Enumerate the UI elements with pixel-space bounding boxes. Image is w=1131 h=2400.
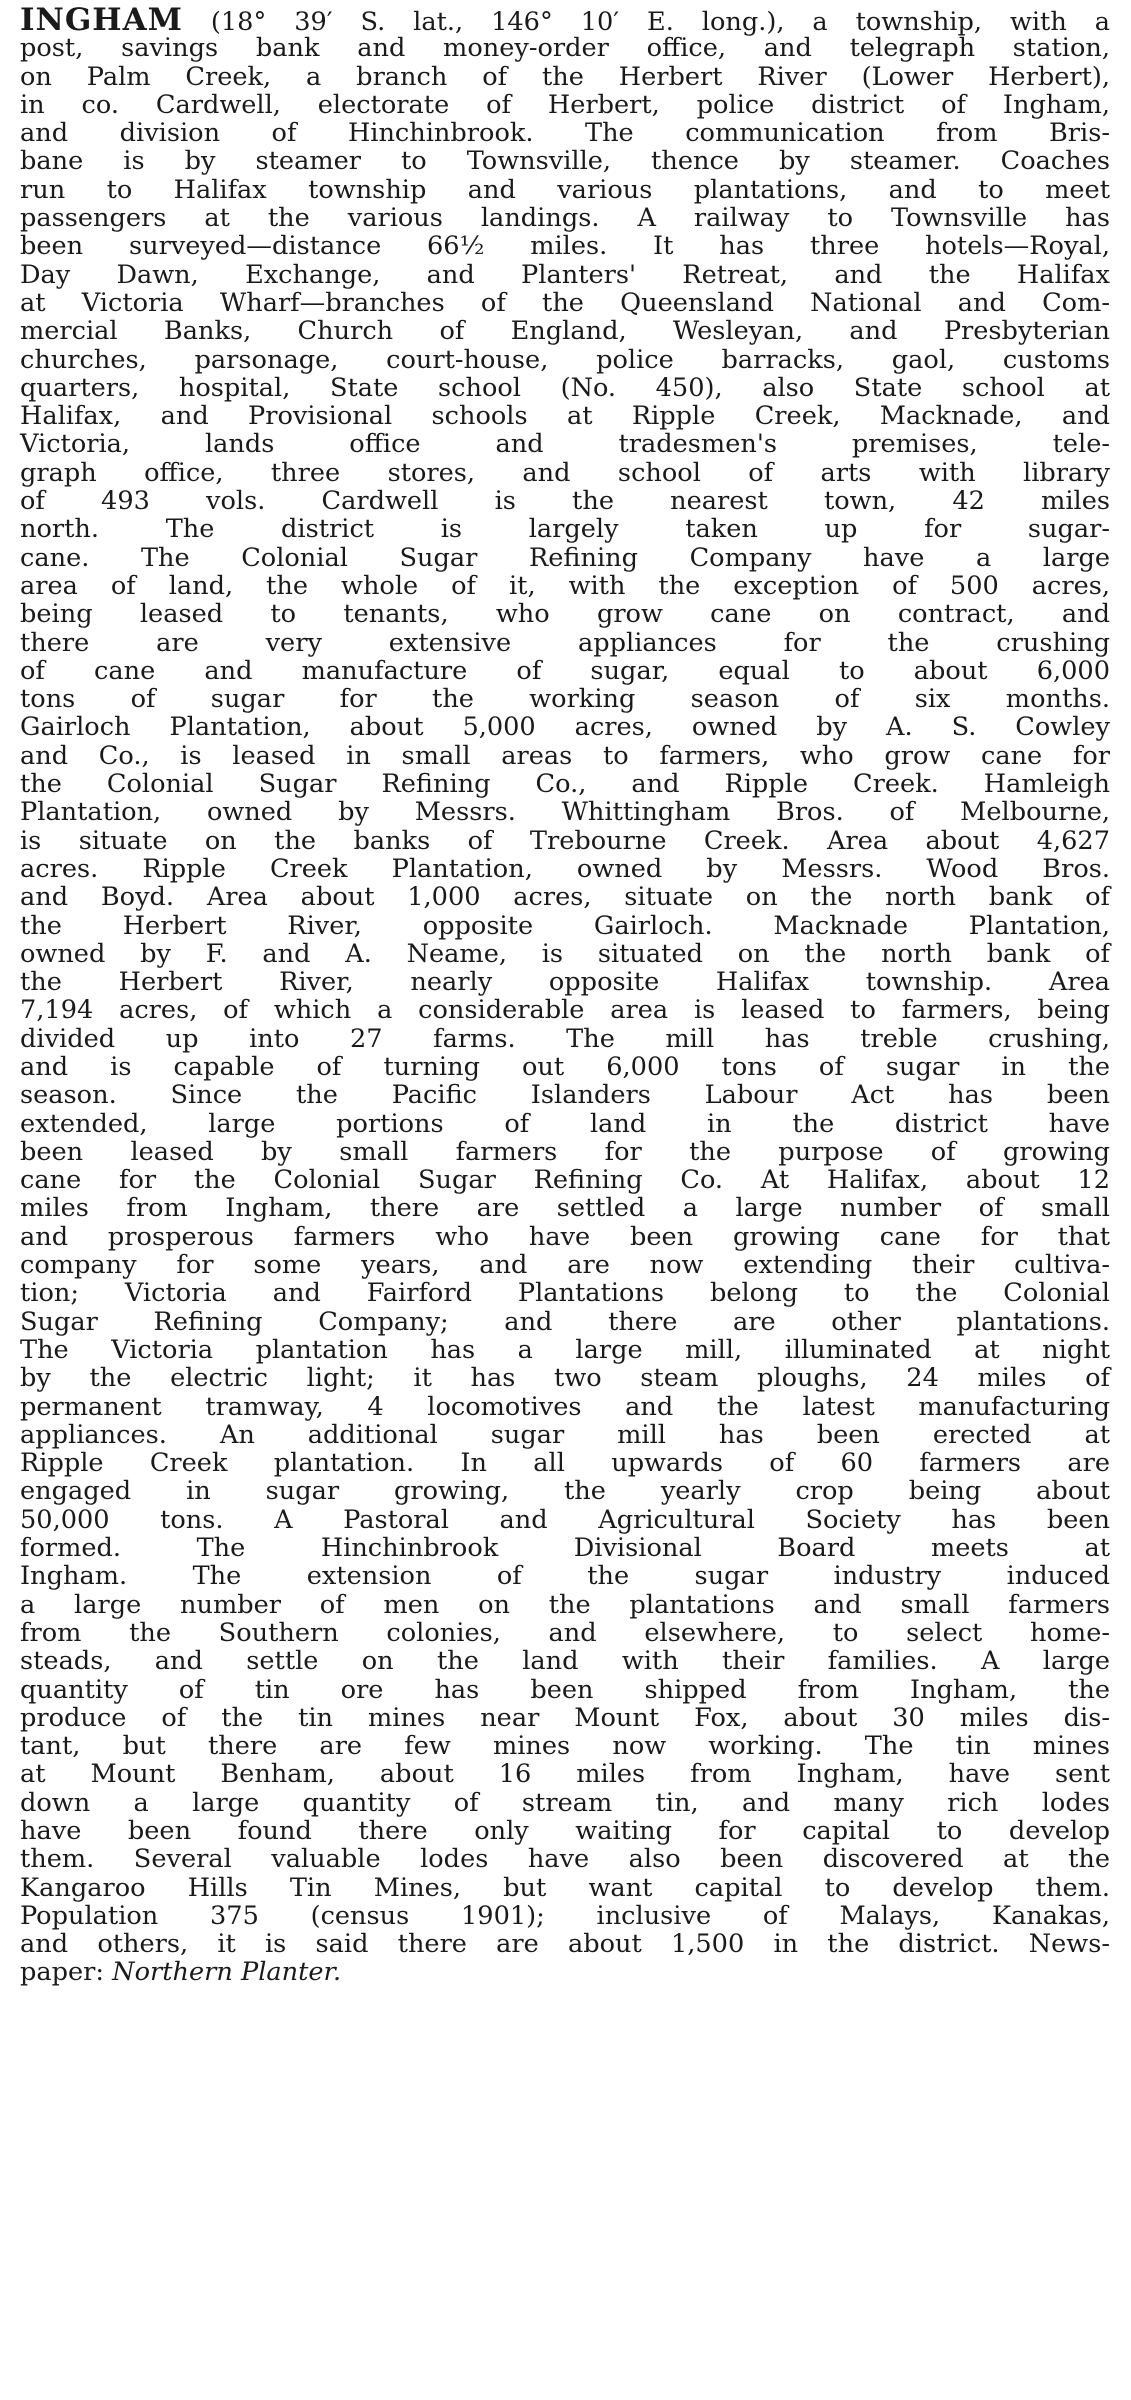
entry-line: and is capable of turning out 6,000 tons of sugar in the	[20, 1051, 1110, 1082]
entry-line: of 493 vols. Cardwell is the nearest town, 42 miles	[20, 486, 1110, 517]
entry-line: churches, parsonage, court-house, police barracks, gaol, customs	[20, 344, 1110, 375]
entry-line: the Herbert River, opposite Gairloch. Macknade Plantation,	[20, 910, 1110, 941]
entry-line: quarters, hospital, State school (No. 450), also State school at	[20, 372, 1110, 403]
entry-line: at Mount Benham, about 16 miles from Ingham, have sent	[20, 1759, 1110, 1790]
entry-line: and prosperous farmers who have been growing cane for that	[20, 1221, 1110, 1252]
entry-line: Halifax, and Provisional schools at Ripple Creek, Macknade, and	[20, 401, 1110, 432]
entry-line: graph office, three stores, and school of arts with library	[20, 457, 1110, 488]
final-line-prefix: paper:	[20, 1957, 113, 1988]
entry-line: 7,194 acres, of which a considerable area is leased to farmers, being	[20, 995, 1110, 1026]
newspaper-title: Northern Planter.	[112, 1957, 342, 1988]
entry-line: season. Since the Pacific Islanders Labour Act has been	[20, 1080, 1110, 1111]
entry-line: being leased to tenants, who grow cane on contract, and	[20, 599, 1110, 630]
entry-line: tion; Victoria and Fairford Plantations belong to the Colonial	[20, 1278, 1110, 1309]
entry-line: have been found there only waiting for capital to develop	[20, 1816, 1110, 1846]
entry-line: by the electric light; it has two steam ploughs, 24 miles of	[20, 1363, 1110, 1394]
entry-line: of cane and manufacture of sugar, equal to about 6,000	[20, 655, 1110, 686]
entry-line: the Colonial Sugar Refining Co., and Ripple Creek. Hamleigh	[20, 769, 1110, 800]
entry-line: Kangaroo Hills Tin Mines, but want capital to develop them.	[20, 1872, 1110, 1903]
headword: INGHAM	[20, 2, 183, 38]
entry-line: acres. Ripple Creek Plantation, owned by Messrs. Wood Bros.	[20, 853, 1110, 884]
entry-line: company for some years, and are now extending their cultiva-	[20, 1250, 1110, 1281]
entry-line: is situate on the banks of Trebourne Creek. Area about 4,627	[20, 825, 1110, 856]
entry-line: (18° 39′ S. lat., 146° 10′ E. long.), a township, with a	[210, 7, 1110, 37]
gazetteer-entry	[20, 2, 1110, 1988]
entry-line: Ingham. The extension of the sugar industry induced	[20, 1561, 1110, 1592]
entry-line: Sugar Refining Company; and there are other plantations.	[20, 1306, 1110, 1337]
entry-line: engaged in sugar growing, the yearly crop being about	[20, 1476, 1110, 1507]
entry-line: from the Southern colonies, and elsewhere, to select home-	[20, 1617, 1110, 1648]
entry-line: formed. The Hinchinbrook Divisional Board meets at	[20, 1533, 1110, 1564]
entry-line: them. Several valuable lodes have also been discovered at the	[20, 1844, 1110, 1875]
entry-line: and Boyd. Area about 1,000 acres, situate on the north bank of	[20, 882, 1110, 913]
entry-line: and division of Hinchinbrook. The communication from Bris-	[20, 118, 1110, 149]
entry-line: and Co., is leased in small areas to farmers, who grow cane for	[20, 740, 1110, 771]
entry-line: owned by F. and A. Neame, is situated on the north bank of	[20, 938, 1110, 969]
entry-line: at Victoria Wharf—branches of the Queensland National and Com-	[20, 287, 1110, 318]
entry-line: Population 375 (census 1901); inclusive of Malays, Kanakas,	[20, 1900, 1110, 1931]
entry-line: there are very extensive appliances for the crushing	[20, 627, 1110, 658]
entry-line: run to Halifax township and various plantations, and to meet	[20, 174, 1110, 205]
entry-line: Ripple Creek plantation. In all upwards of 60 farmers are	[20, 1448, 1110, 1479]
entry-line: a large number of men on the plantations and small farmers	[20, 1589, 1110, 1620]
entry-line: down a large quantity of stream tin, and many rich lodes	[20, 1787, 1110, 1818]
entry-line: appliances. An additional sugar mill has been erected at	[20, 1419, 1110, 1450]
entry-line: cane for the Colonial Sugar Refining Co. At Halifax, about 12	[20, 1165, 1110, 1196]
entry-line: post, savings bank and money-order office, and telegraph station,	[20, 33, 1110, 64]
entry-line: tant, but there are few mines now working. The tin mines	[20, 1731, 1110, 1762]
entry-line: been leased by small farmers for the purpose of growing	[20, 1136, 1110, 1167]
entry-line: bane is by steamer to Townsville, thence by steamer. Coaches	[20, 146, 1110, 177]
entry-line: mercial Banks, Church of England, Wesleyan, and Presbyterian	[20, 316, 1110, 347]
entry-line: quantity of tin ore has been shipped from Ingham, the	[20, 1674, 1110, 1705]
entry-line: steads, and settle on the land with their families. A large	[20, 1646, 1110, 1677]
entry-line: north. The district is largely taken up for sugar-	[20, 514, 1110, 545]
entry-line-final	[20, 1958, 1110, 1986]
entry-line: produce of the tin mines near Mount Fox, about 30 miles dis-	[20, 1702, 1110, 1733]
entry-line: The Victoria plantation has a large mill, illuminated at night	[20, 1334, 1110, 1365]
entry-line: Gairloch Plantation, about 5,000 acres, owned by A. S. Cowley	[20, 712, 1110, 743]
entry-line: tons of sugar for the working season of six months.	[20, 684, 1110, 715]
entry-line: Plantation, owned by Messrs. Whittingham Bros. of Melbourne,	[20, 797, 1110, 828]
entry-line: Victoria, lands office and tradesmen's premises, tele-	[20, 429, 1110, 460]
entry-line: in co. Cardwell, electorate of Herbert, police district of Ingham,	[20, 89, 1110, 120]
entry-line: permanent tramway, 4 locomotives and the latest manufacturing	[20, 1391, 1110, 1422]
entry-line: on Palm Creek, a branch of the Herbert River (Lower Herbert),	[20, 61, 1110, 92]
entry-line: and others, it is said there are about 1,500 in the district. News-	[20, 1929, 1110, 1960]
entry-line: divided up into 27 farms. The mill has treble crushing,	[20, 1023, 1110, 1054]
entry-line-first	[20, 2, 1110, 38]
entry-line: Day Dawn, Exchange, and Planters' Retreat, and the Halifax	[20, 259, 1110, 290]
entry-line: cane. The Colonial Sugar Refining Company have a large	[20, 542, 1110, 573]
entry-line: 50,000 tons. A Pastoral and Agricultural Society has been	[20, 1504, 1110, 1535]
entry-line: been surveyed—distance 66½ miles. It has three hotels—Royal,	[20, 231, 1110, 262]
entry-line: the Herbert River, nearly opposite Halifax township. Area	[20, 967, 1110, 998]
entry-line: extended, large portions of land in the district have	[20, 1108, 1110, 1139]
entry-line: miles from Ingham, there are settled a large number of small	[20, 1193, 1110, 1224]
entry-line: area of land, the whole of it, with the exception of 500 acres,	[20, 570, 1110, 601]
entry-line: passengers at the various landings. A railway to Townsville has	[20, 203, 1110, 234]
